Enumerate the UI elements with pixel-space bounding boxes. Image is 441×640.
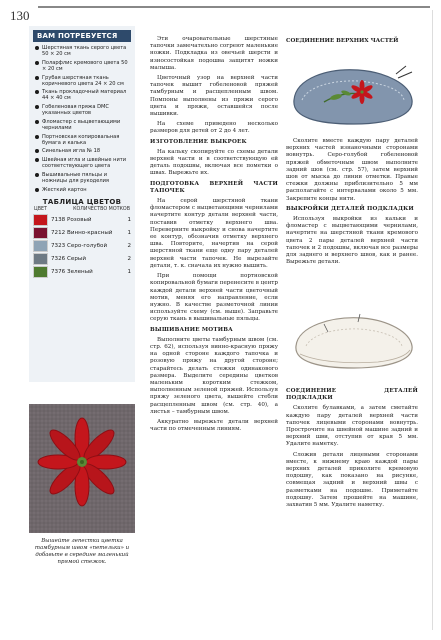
intro-paragraph: Цветочный узор на верхней части тапочек вышит гобеленовой пряжей тамбурным и расщепленным швом. Помпоны выполнены из пряжи серого цвета и пряжи, оставшейся после вышивки.	[150, 75, 278, 118]
bullet-icon	[35, 105, 39, 109]
bullet-icon	[35, 135, 39, 139]
table-row	[33, 227, 131, 239]
bullet-icon	[35, 120, 39, 124]
color-label: 7323 Серо-голубой	[51, 242, 108, 249]
slipper-top-illustration	[288, 50, 418, 132]
list-item: Шерстяная ткань серого цвета 50 × 20 см	[35, 45, 132, 57]
list-item: Гобеленовая пряжа DMC указанных цветов	[35, 104, 132, 116]
section-heading: СОЕДИНЕНИЕ ВЕРХНИХ ЧАСТЕЙ	[286, 38, 399, 44]
paragraph: На серой шерстяной ткани фломастером с выцветающими чернилами начертите контур детали верхней части, поставив отметку верхнего шва. Переверните выкройку и снова начертите ее контур, обозначив отметку верхнего шва. Повторите, начертив на серой шерстяной ткани еще одну пару деталей верхней части тапочек. Не вырезайте детали, т. к. сначала их нужно вышить.	[150, 198, 278, 269]
color-swatch	[33, 266, 48, 278]
list-item: Ткань прокладочный материал 44 × 40 см	[35, 89, 132, 101]
bullet-icon	[35, 188, 39, 192]
table-row	[33, 214, 131, 226]
section-heading: ПОДГОТОВКА ВЕРХНЕЙ ЧАСТИ ТАПОЧЕК	[150, 180, 278, 194]
bullet-icon	[35, 90, 39, 94]
color-swatch	[33, 240, 48, 252]
materials-list	[29, 45, 135, 193]
list-item: Грубая шерстяная ткань коричневого цвета 24 × 20 см	[35, 75, 132, 87]
color-label: 7212 Винно-красный	[51, 229, 113, 236]
materials-title: ВАМ ПОТРЕБУЕТСЯ	[33, 30, 131, 42]
embroidery-photo	[29, 404, 135, 533]
color-table-title: ТАБЛИЦА ЦВЕТОВ	[42, 197, 122, 206]
section-heading: ВЫКРОЙКИ ДЕТАЛЕЙ ПОДКЛАДКИ	[286, 205, 414, 212]
paragraph: Используя выкройки из кальки и фломастер с выцветающими чернилами, начертите на шерстяной ткани кремового цвета 2 пары деталей верхней части тапочек и 2 подошвы, включая все размеры для заднего и верхнего швов, как и ранее. Вырежьте детали.	[286, 216, 418, 266]
color-label: 7326 Серый	[51, 255, 86, 262]
bullet-icon	[35, 46, 39, 50]
paragraph: При помощи портновской копировальной бумаги перенесите в центр каждой детали верхней части цветочный мотив, меняя его направление, если нужно. В качестве разметочной линии используйте схему (см. выше). Заправьте серую ткань в вышивальные пяльцы.	[150, 273, 278, 323]
paragraph: Сколите булавками, а затем сметайте каждую пару деталей верхней части тапочек лицевыми сторонами вовнутрь. Прострочите на швейной машине задний и верхний шви, отступив от края 5 мм. Удалите наметку.	[286, 405, 418, 448]
instructions-column-2-lower	[286, 388, 418, 512]
bullet-icon	[35, 158, 39, 162]
intro-paragraph: На схеме приведено несколько размеров для детей от 2 до 4 лет.	[150, 121, 278, 135]
paragraph: Сколите вместе каждую пару деталей верхних частей изнаночными сторонами вовнутрь. Серо-голубой гобеленовой пряжей обметочным швом выполните задний шов (см. стр. 57), затем верхний шов от мыска до линии отметки. Правые стежки должны приблизительно 5 мм располагайте с интервалами около 5 мм. Закрепите концы нити.	[286, 138, 418, 202]
color-swatch	[33, 253, 48, 265]
list-item: Жесткий картон	[35, 187, 132, 193]
header-rule	[38, 6, 430, 8]
paragraph: На кальку скопируйте со схемы детали верхней части и в соответствующую ей деталь подошвы, включая все пометки о швах. Вырежьте их.	[150, 148, 278, 177]
intro-paragraph: Эти очаровательные шерстяные тапочки замечательно согреют маленькие ножки. Подкладка из овечьей шерсти и износостойкая подошва защитят ножки малыша.	[150, 36, 278, 71]
color-label: 7138 Розовый	[51, 216, 92, 223]
slipper-lining-illustration	[288, 302, 418, 380]
section-heading: ИЗГОТОВЛЕНИЕ ВЫКРОЕК	[150, 138, 247, 145]
list-item: Поларфлис кремового цвета 50 × 20 см	[35, 60, 132, 72]
page-edge-rule	[432, 10, 433, 630]
section-heading: ВЫШИВАНИЕ МОТИВА	[150, 326, 233, 333]
table-row	[33, 240, 131, 252]
color-qty: 2	[127, 242, 131, 249]
color-label: 7376 Зеленый	[51, 268, 93, 275]
paragraph: Аккуратно вырежьте детали верхней части по отмеченным линиям.	[150, 418, 278, 433]
materials-sidebar	[29, 26, 135, 382]
col-qty-label: КОЛИЧЕСТВО МОТКОВ	[73, 206, 130, 212]
instructions-column-2	[286, 138, 418, 269]
flower-embroidery-image	[29, 404, 135, 533]
list-item: Вышивальные пяльцы и ножницы для рукоделия	[35, 172, 132, 184]
color-swatch	[33, 214, 48, 226]
color-qty: 1	[127, 216, 131, 223]
bullet-icon	[35, 173, 39, 177]
list-item: Портновская копировальная бумага и калька	[35, 134, 132, 146]
table-row	[33, 266, 131, 278]
table-row	[33, 253, 131, 265]
color-qty: 1	[127, 229, 131, 236]
paragraph: Сложив детали лицевыми сторонами вместе, к нижнему краю каждой пары верхних деталей приколите кремовую подошву, как показано на рисунке, совмещая задний и верхний швы с разметками на подошве. Приметайте подошву. Затем прошейте на машине, захватив 5 мм. Удалите наметку.	[286, 451, 418, 509]
list-item: Швейная игла и швейные нити соответствующего цвета	[35, 157, 132, 169]
color-table-header	[29, 207, 135, 212]
bullet-icon	[35, 149, 39, 153]
color-qty: 1	[127, 268, 131, 275]
list-item: Фломастер с выцветающими чернилами	[35, 119, 132, 131]
col-color-label: ЦВЕТ	[34, 206, 47, 212]
paragraph: Выполните цветы тамбурным швом (см. стр. 62), используя винно-красную пряжу на одной стороне каждого тапочка и розовую пряжу на другой стороне; старайтесь делать стежки одинакового размера. Выделите середины цветков маленьким коротким стежком, выполненным зеленой пряжей. Используя пряжу зеленого цвета, вышейте стебли расщепленным швом (см. стр. 40), а листья – тамбурным швом.	[150, 336, 278, 415]
list-item: Синельная игла № 18	[35, 148, 132, 154]
bullet-icon	[35, 76, 39, 80]
color-qty: 2	[127, 255, 131, 262]
color-swatch	[33, 227, 48, 239]
page-number: 130	[10, 8, 30, 23]
section-heading: СОЕДИНЕНИЕ ДЕТАЛЕЙ ПОДКЛАДКИ	[286, 388, 418, 402]
photo-caption: Вышейте лепестки цветка тамбурным швом «петельки» и добавьте в середине маленький прямой стежок.	[34, 538, 130, 565]
instructions-column-1	[150, 36, 278, 436]
bullet-icon	[35, 61, 39, 65]
